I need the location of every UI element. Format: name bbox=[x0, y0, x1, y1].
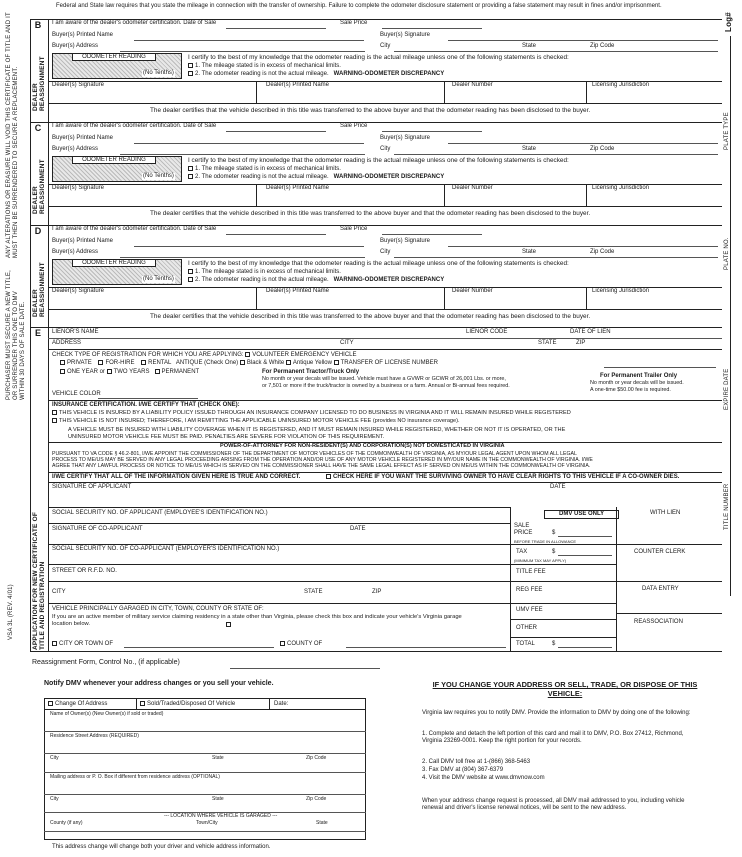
dealer-number-label: Dealer Number bbox=[452, 288, 493, 294]
mileage-excess-checkbox[interactable] bbox=[188, 166, 193, 171]
ssn-coapplicant-label: SOCIAL SECURITY NO. OF CO-APPLICANT (EMPLOYER'S IDENTIFICATION NO.) bbox=[52, 546, 280, 552]
sig-coapplicant-date-label: DATE bbox=[350, 526, 366, 532]
rental-checkbox[interactable] bbox=[141, 360, 146, 365]
plate-no-label: PLATE NO. bbox=[724, 237, 730, 270]
lienor-code-label: LIENOR CODE bbox=[466, 329, 508, 335]
buyer-printed-label: Buyer(s) Printed Name bbox=[52, 32, 114, 38]
buyer-signature-label: Buyer(s) Signature bbox=[380, 135, 431, 141]
dealer-printed-label: Dealer(s) Printed Name bbox=[266, 288, 330, 294]
surviving-owner-checkbox[interactable] bbox=[326, 474, 331, 479]
dealer-section-b bbox=[30, 19, 722, 122]
section-letter-e: E bbox=[34, 328, 41, 338]
odometer-reading-label: ODOMETER READING bbox=[72, 53, 156, 61]
mail-zip-label: Zip Code bbox=[306, 796, 327, 802]
private-label: PRIVATE bbox=[67, 360, 92, 367]
insured-checkbox[interactable] bbox=[52, 410, 57, 415]
umv-fee-label: UMV FEE bbox=[516, 607, 543, 613]
with-lien-label: WITH LIEN bbox=[650, 510, 681, 516]
dealer-signature-label: Dealer(s) Signature bbox=[52, 185, 105, 191]
res-state-label: State bbox=[212, 755, 224, 761]
private-checkbox[interactable] bbox=[60, 360, 65, 365]
not-actual-label: 2. The odometer reading is not the actual mileage. bbox=[195, 277, 329, 284]
dealer-section-d bbox=[30, 225, 722, 328]
header-notice: Federal and State law requires that you state the mileage in connection with the transfer of ownership. Failure to complete the odometer disclosure statement or providing a false statement may result in fines and/or imprisonment. bbox=[56, 3, 662, 9]
permanent-checkbox[interactable] bbox=[155, 369, 160, 374]
not-actual-checkbox[interactable] bbox=[188, 174, 193, 179]
reassociation-label: REASSOCIATION bbox=[634, 619, 683, 625]
antique-label: ANTIQUE (Check One) bbox=[175, 360, 239, 367]
garage-state-label: State bbox=[316, 820, 328, 826]
no-tenths-label: (No Tenths) bbox=[143, 173, 174, 179]
two-years-checkbox[interactable] bbox=[107, 369, 112, 374]
section-letter: D bbox=[34, 226, 42, 236]
step-4: 4. Visit the DMV website at www.dmvnow.com bbox=[422, 775, 545, 781]
dealer-reassignment-label: DEALER REASSIGNMENT bbox=[32, 159, 46, 214]
perm-trailer-note1: No month or year decals will be issued. bbox=[590, 380, 684, 386]
poa-line3: AGREE THAT ANY LAWFUL PROCESS OR NOTICE TO ME/US WHICH IS SERVED ON THE COMMISSIONER SHALL HAVE THE SAME LEGAL EFFECT AS IF SERVED ON ME/US WITHIN THE COMMONWEALTH OF VIRGINIA. bbox=[52, 463, 591, 469]
rental-label: RENTAL bbox=[148, 360, 172, 367]
transfer-label: TRANSFER OF LICENSE NUMBER bbox=[340, 360, 438, 367]
perm-truck-note2: or 7,501 or more if the truck/tractor is owned by a business or a farm. Annual or Bi-annual fees required. bbox=[262, 383, 510, 389]
buyer-address-label: Buyer(s) Address bbox=[52, 43, 99, 49]
section-letter: C bbox=[34, 123, 42, 133]
certify-text: I certify to the best of my knowledge that the odometer reading is the actual mileage unless one of the following statements is checked: bbox=[188, 157, 569, 164]
tax-dollar: $ bbox=[552, 549, 556, 555]
perm-trailer-note2: A one-time $50.00 fee is required. bbox=[590, 387, 671, 393]
expire-date-label: EXPIRE DATE bbox=[724, 368, 730, 410]
aware-label: I am aware of the dealer's odometer certification. Date of Sale bbox=[52, 20, 217, 26]
res-city-label: City bbox=[50, 755, 59, 761]
app-zip-label: ZIP bbox=[372, 589, 382, 595]
mileage-excess-checkbox[interactable] bbox=[188, 269, 193, 274]
sold-checkbox[interactable] bbox=[140, 701, 145, 706]
law-text: Virginia law requires you to notify DMV. Provide the information to DMV by doing one of the following: bbox=[422, 710, 691, 716]
mailing-label: Mailing address or P. O. Box if different from residence address (OPTIONAL) bbox=[50, 774, 220, 780]
city-label: City bbox=[380, 146, 391, 152]
purchaser-notice: PURCHASER MUST SECURE A NEW TITLE, OR SURRENDER THIS ONE TO DMV WITHIN 30 DAYS OF SALE DATE. bbox=[6, 270, 26, 400]
county-any-label: County (if any) bbox=[50, 820, 83, 826]
section-letter: B bbox=[34, 20, 42, 30]
step-1: 1. Complete and detach the left portion of this card and mail it to DMV, P.O. Box 27412, Richmond, Virginia 23269-0001. Keep the right portion for your records. bbox=[422, 731, 684, 744]
sale-dollar: $ bbox=[552, 530, 556, 536]
dealer-printed-label: Dealer(s) Printed Name bbox=[266, 82, 330, 88]
black-white-label: Black & White bbox=[246, 360, 285, 367]
step-2: 2. Call DMV toll free at 1-(866) 368-5463 bbox=[422, 759, 531, 765]
address-change-card bbox=[44, 698, 366, 840]
sale-price-note: BEFORE TRADE IN ALLOWANCE bbox=[514, 539, 577, 544]
insurance-warning-1: A VEHICLE MUST BE INSURED WITH LIABILITY COVERAGE WHEN IT IS REGISTERED, AND IT MUST REMAIN INSURED WHILE REGISTERED, WHETHER OR NOT IT IS OPERATED, OR THE bbox=[68, 427, 566, 433]
permanent-label: PERMANENT bbox=[161, 369, 200, 376]
title-fee-label: TITLE FEE bbox=[516, 569, 546, 575]
poa-line1: PURSUANT TO VA CODE § 46.2-801, I/WE APPOINT THE COMMISSIONER OF THE DEPARTMENT OF MOTOR VEHICLES OF THE COMMONWEALTH OF VIRGINIA, AS MY/OUR LEGAL AGENT UPON WHOM ALL LEGAL bbox=[52, 451, 577, 457]
app-state-label: STATE bbox=[304, 589, 323, 595]
mileage-excess-label: 1. The mileage stated is in excess of mechanical limits. bbox=[195, 63, 341, 70]
black-white-checkbox[interactable] bbox=[240, 360, 245, 365]
other-label: OTHER bbox=[516, 625, 537, 631]
certify-true-label: I/WE CERTIFY THAT ALL OF THE INFORMATION GIVEN HERE IS TRUE AND CORRECT. bbox=[52, 474, 301, 480]
two-years-label: TWO YEARS bbox=[113, 369, 150, 376]
insured-label: THIS VEHICLE IS INSURED BY A LIABILITY POLICY ISSUED THROUGH AN INSURANCE COMPANY LICENSED TO DO BUSINESS IN VIRGINIA AND IT WILL REMAIN INSURED WHILE REGISTERED bbox=[59, 410, 571, 416]
odometer-reading-label: ODOMETER READING bbox=[72, 259, 156, 267]
perm-truck-label: For Permanent Tractor/Truck Only bbox=[262, 369, 360, 375]
sale-price-dmv-label: SALE PRICE bbox=[514, 523, 533, 536]
address-note: This address change will change both your driver and vehicle address information. bbox=[52, 844, 271, 850]
buyer-printed-label: Buyer(s) Printed Name bbox=[52, 135, 114, 141]
for-hire-checkbox[interactable] bbox=[98, 360, 103, 365]
perm-trailer-label: For Permanent Trailer Only bbox=[600, 373, 678, 379]
lien-zip-label: ZIP bbox=[576, 340, 586, 346]
not-actual-checkbox[interactable] bbox=[188, 277, 193, 282]
dealer-reassignment-label: DEALER REASSIGNMENT bbox=[32, 56, 46, 111]
counter-clerk-label: COUNTER CLERK bbox=[634, 549, 686, 555]
garaged-label: VEHICLE PRINCIPALLY GARAGED IN CITY, TOWN, COUNTY OR STATE OF: bbox=[52, 606, 264, 612]
app-city-label: CITY bbox=[52, 589, 66, 595]
warning-label: WARNING-ODOMETER DISCREPANCY bbox=[333, 71, 445, 78]
military-checkbox[interactable] bbox=[226, 622, 231, 627]
sale-price-label: Sale Price bbox=[340, 226, 368, 232]
mileage-excess-label: 1. The mileage stated is in excess of mechanical limits. bbox=[195, 269, 341, 276]
alterations-notice: ANY ALTERATIONS OR ERASURE WILL VOID THIS CERTIFICATE OF TITLE AND IT MUST THEN BE SURRENDERED TO SECURE A REPLACEMENT. bbox=[6, 12, 19, 258]
dealer-signature-label: Dealer(s) Signature bbox=[52, 288, 105, 294]
insurance-warning-2: UNINSURED MOTOR VEHICLE FEE MUST BE PAID. PENALTIES ARE SEVERE FOR VIOLATION OF THIS REQUIREMENT. bbox=[68, 434, 385, 440]
licensing-label: Licensing Jurisdiction bbox=[592, 82, 650, 88]
dmv-use-label: DMV USE ONLY bbox=[544, 510, 619, 519]
dealer-certifies-text: The dealer certifies that the vehicle described in this title was transferred to the above buyer and that the odometer reading has been disclosed to the buyer. bbox=[150, 313, 591, 320]
mileage-excess-label: 1. The mileage stated is in excess of mechanical limits. bbox=[195, 166, 341, 173]
log-label: Log# bbox=[724, 12, 733, 32]
or-label: or bbox=[99, 369, 105, 376]
transfer-checkbox[interactable] bbox=[334, 360, 339, 365]
dealer-number-label: Dealer Number bbox=[452, 185, 493, 191]
zip-label: Zip Code bbox=[590, 146, 615, 152]
tax-note: (MINIMUM TAX MAY APPLY) bbox=[514, 558, 567, 563]
ssn-applicant-label: SOCIAL SECURITY NO. OF APPLICANT (EMPLOYEE'S IDENTIFICATION NO.) bbox=[52, 510, 268, 516]
change-address-label: Change Of Address bbox=[55, 701, 108, 708]
not-actual-checkbox[interactable] bbox=[188, 71, 193, 76]
licensing-label: Licensing Jurisdiction bbox=[592, 288, 650, 294]
name-owner-label: Name of Owner(s) (New Owner(s) if sold or traded) bbox=[50, 711, 164, 717]
state-label: State bbox=[522, 249, 537, 255]
right-title: IF YOU CHANGE YOUR ADDRESS OR SELL, TRADE, OR DISPOSE OF THIS VEHICLE: bbox=[432, 680, 698, 698]
antique-yellow-label: Antique Yellow bbox=[292, 360, 332, 367]
dealer-reassignment-label: DEALER REASSIGNMENT bbox=[32, 262, 46, 317]
dealer-signature-label: Dealer(s) Signature bbox=[52, 82, 105, 88]
closing-text: When your address change request is processed, all DMV mail addressed to you, including vehicle renewal and driver's license renewal notices, will be sent to the new address. bbox=[422, 798, 685, 811]
odometer-reading-label: ODOMETER READING bbox=[72, 156, 156, 164]
zip-label: Zip Code bbox=[590, 43, 615, 49]
volunteer-checkbox[interactable] bbox=[245, 352, 250, 357]
one-year-label: ONE YEAR bbox=[67, 369, 98, 376]
certify-text: I certify to the best of my knowledge that the odometer reading is the actual mileage unless one of the following statements is checked: bbox=[188, 260, 569, 267]
lien-state-label: STATE bbox=[538, 340, 557, 346]
mileage-excess-checkbox[interactable] bbox=[188, 63, 193, 68]
buyer-signature-label: Buyer(s) Signature bbox=[380, 32, 431, 38]
dealer-certifies-text: The dealer certifies that the vehicle described in this title was transferred to the above buyer and that the odometer reading has been disclosed to the buyer. bbox=[150, 107, 591, 114]
county-label: COUNTY OF bbox=[287, 641, 323, 648]
location-label: --- LOCATION WHERE VEHICLE IS GARAGED --- bbox=[164, 813, 278, 819]
card-date-label: Date: bbox=[274, 701, 289, 707]
residence-label: Residence Street Address (REQUIRED) bbox=[50, 733, 139, 739]
aware-label: I am aware of the dealer's odometer certification. Date of Sale bbox=[52, 226, 217, 232]
not-actual-label: 2. The odometer reading is not the actual mileage. bbox=[195, 71, 329, 78]
street-label: STREET OR R.F.D. NO. bbox=[52, 568, 117, 574]
sig-applicant-label: SIGNATURE OF APPLICANT bbox=[52, 484, 132, 490]
volunteer-label: VOLUNTEER EMERGENCY VEHICLE bbox=[252, 352, 357, 359]
data-entry-label: DATA ENTRY bbox=[642, 586, 679, 592]
one-year-checkbox[interactable] bbox=[60, 369, 65, 374]
town-city-label: Town/City bbox=[196, 820, 218, 826]
reg-type-label: CHECK TYPE OF REGISTRATION FOR WHICH YOU ARE APPLYING: bbox=[52, 352, 244, 359]
mail-city-label: City bbox=[50, 796, 59, 802]
warning-label: WARNING-ODOMETER DISCREPANCY bbox=[333, 277, 445, 284]
poa-line2: PROCESS TO ME/US MAY BE SERVED IN ANY LEGAL PROCEEDING ARISING FROM THE OPERATION AND/OR USE OF ANY MOTOR VEHICLE REGISTERED IN MY/OUR NAME IN THE COMMONWEALTH OF VIRGINIA. I/WE bbox=[52, 457, 593, 463]
zip-label: Zip Code bbox=[590, 249, 615, 255]
buyer-printed-label: Buyer(s) Printed Name bbox=[52, 238, 114, 244]
perm-truck-note1: No month or year decals will be issued. Vehicle must have a GVWR or GCWR of 26,001 Lbs. or more, bbox=[262, 376, 506, 382]
dealer-certifies-text: The dealer certifies that the vehicle described in this title was transferred to the above buyer and that the odometer reading has been disclosed to the buyer. bbox=[150, 210, 591, 217]
lienor-name-label: LIENOR'S NAME bbox=[52, 329, 99, 335]
not-actual-label: 2. The odometer reading is not the actual mileage. bbox=[195, 174, 329, 181]
state-label: State bbox=[522, 146, 537, 152]
city-town-checkbox[interactable] bbox=[52, 641, 57, 646]
sale-price-label: Sale Price bbox=[340, 123, 368, 129]
dealer-section-c bbox=[30, 122, 722, 225]
res-zip-label: Zip Code bbox=[306, 755, 327, 761]
city-label: City bbox=[380, 43, 391, 49]
notify-heading: Notify DMV whenever your address changes or you sell your vehicle. bbox=[44, 680, 274, 687]
vehicle-color-label: VEHICLE COLOR bbox=[52, 391, 101, 397]
plate-type-label: PLATE TYPE bbox=[724, 112, 730, 150]
date-of-lien-label: DATE OF LIEN bbox=[570, 329, 611, 335]
lien-city-label: CITY bbox=[340, 340, 354, 346]
right-divider bbox=[730, 36, 731, 596]
title-number-label: TITLE NUMBER bbox=[724, 483, 730, 530]
aware-label: I am aware of the dealer's odometer certification. Date of Sale bbox=[52, 123, 217, 129]
certify-text: I certify to the best of my knowledge that the odometer reading is the actual mileage unless one of the following statements is checked: bbox=[188, 54, 569, 61]
sig-coapplicant-label: SIGNATURE OF CO-APPLICANT bbox=[52, 526, 143, 532]
city-label: City bbox=[380, 249, 391, 255]
surviving-owner-label: CHECK HERE IF YOU WANT THE SURVIVING OWNER TO HAVE CLEAR RIGHTS TO THIS VEHICLE IF A CO-OWNER DIES. bbox=[333, 474, 680, 481]
city-town-label: CITY OR TOWN OF bbox=[59, 641, 114, 648]
tax-label: TAX bbox=[516, 549, 528, 555]
change-address-checkbox[interactable] bbox=[48, 701, 53, 706]
antique-yellow-checkbox[interactable] bbox=[286, 360, 291, 365]
buyer-address-label: Buyer(s) Address bbox=[52, 249, 99, 255]
total-dollar: $ bbox=[552, 641, 556, 647]
not-insured-checkbox[interactable] bbox=[52, 418, 57, 423]
buyer-address-label: Buyer(s) Address bbox=[52, 146, 99, 152]
sale-price-label: Sale Price bbox=[340, 20, 368, 26]
buyer-signature-label: Buyer(s) Signature bbox=[380, 238, 431, 244]
total-label: TOTAL bbox=[516, 641, 535, 647]
dealer-number-label: Dealer Number bbox=[452, 82, 493, 88]
military-text: If you are an active member of military service claiming residency in a state other than Virginia, please check this box and indicate your vehicle's Virginia garage location below. bbox=[52, 614, 462, 627]
licensing-label: Licensing Jurisdiction bbox=[592, 185, 650, 191]
county-checkbox[interactable] bbox=[280, 641, 285, 646]
mail-state-label: State bbox=[212, 796, 224, 802]
lien-address-label: ADDRESS bbox=[52, 340, 82, 346]
insurance-head: INSURANCE CERTIFICATION. I/WE CERTIFY THAT (CHECK ONE): bbox=[52, 402, 240, 408]
sig-applicant-date-label: DATE bbox=[550, 484, 566, 490]
for-hire-label: FOR-HIRE bbox=[105, 360, 135, 367]
state-label: State bbox=[522, 43, 537, 49]
step-3: 3. Fax DMV at (804) 367-6379 bbox=[422, 767, 504, 773]
right-instructions bbox=[420, 676, 720, 836]
warning-label: WARNING-ODOMETER DISCREPANCY bbox=[333, 174, 445, 181]
form-id: VSA 3L (REV. 4/01) bbox=[8, 584, 14, 640]
poa-head: POWER-OF-ATTORNEY FOR NON-RESIDENT(S) AND CORPORATION(S) NOT DOMESTICATED IN VIRGINIA bbox=[220, 443, 505, 449]
sold-label: Sold/Traded/Disposed Of Vehicle bbox=[147, 701, 236, 708]
no-tenths-label: (No Tenths) bbox=[143, 70, 174, 76]
not-insured-label: THIS VEHICLE IS NOT INSURED; THEREFORE, I AM REMITTING THE APPLICABLE UNINSURED MOTOR VEHICLE FEE (provides NO insurance coverage). bbox=[59, 418, 460, 424]
reg-fee-label: REG FEE bbox=[516, 587, 543, 593]
section-e bbox=[30, 327, 722, 652]
reassignment-label: Reassignment Form, Control No., (if applicable) bbox=[32, 659, 180, 666]
no-tenths-label: (No Tenths) bbox=[143, 276, 174, 282]
dealer-printed-label: Dealer(s) Printed Name bbox=[266, 185, 330, 191]
application-label: APPLICATION FOR NEW CERTIFICATE OF TITLE AND REGISTRATION bbox=[32, 512, 46, 650]
